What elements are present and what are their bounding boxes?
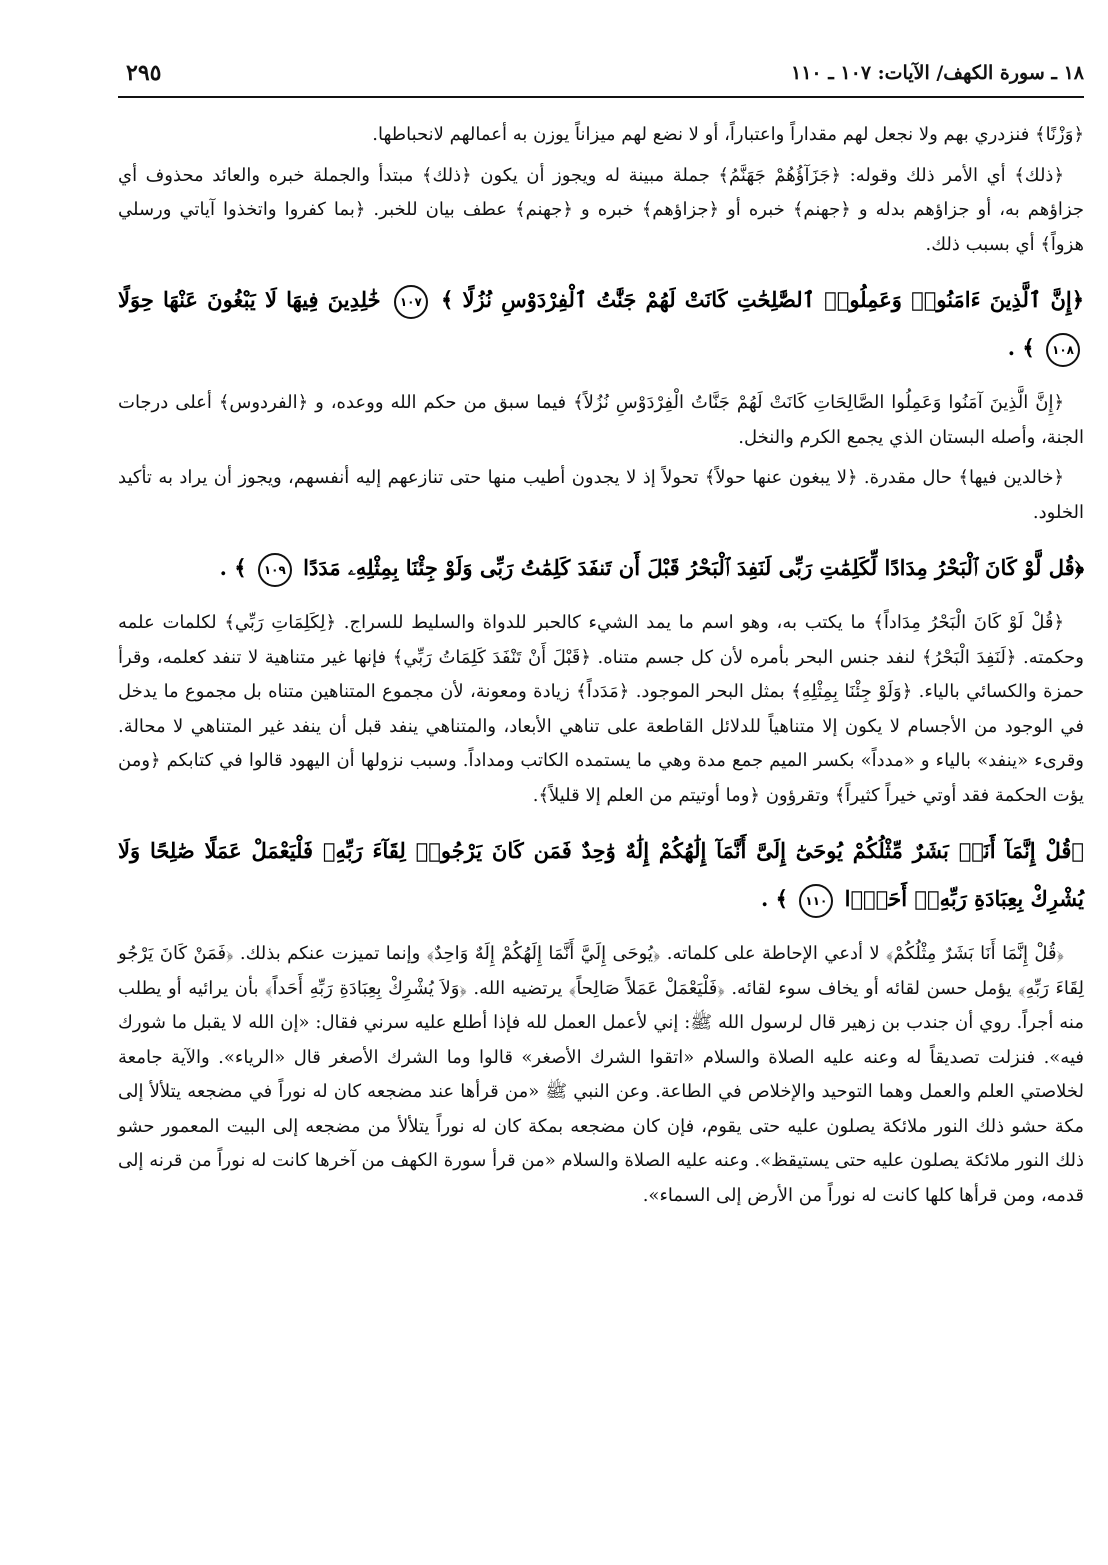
commentary-paragraph: ﴿قُلْ إِنَّمَا أَنَا بَشَرٌ مِثْلُكُمْ﴾ لا أدعي الإحاطة على كلماته. ﴿يُوحَى إِلَيَّ أَنَّمَا إِلَهُكُمْ إِلَهٌ وَاحِدٌ﴾ وإنما تميزت عنكم بذلك. ﴿فَمَنْ كَانَ يَرْجُو لِقَاءَ رَبِّهِ﴾ يؤمل حسن لقائه أو يخاف سوء لقائه. ﴿فَلْيَعْمَلْ عَمَلاً صَالِحاً﴾ يرتضيه الله. ﴿وَلاَ يُشْرِكْ بِعِبَادَةِ رَبِّهِ أَحَداً﴾ بأن يرائيه أو يطلب منه أجراً. روي أن جندب بن زهير قال لرسول الله ﷺ: إني لأعمل العمل لله فإذا أطلع عليه سرني فقال: «إن الله لا يقبل ما شورك فيه». فنزلت تصديقاً له وعنه عليه الصلاة والسلام «اتقوا الشرك الأصغر» قالوا وما الشرك الأصغر قال «الرياء». والآية جامعة لخلاصتي العلم والعمل وهما التوحيد والإخلاص في الطاعة. وعن النبي ﷺ «من قرأها عند مضجعه كان له نوراً في مضجعه يتلألأ إلى مكة حشو ذلك النور ملائكة يصلون عليه حتى يقوم، فإن كان مضجعه بمكة كان له نوراً يتلألأ من مضجعه إلى البيت المعمور حشو ذلك النور ملائكة يصلون عليه حتى يستيقظ». وعنه عليه الصلاة والسلام «من قرأ سورة الكهف من آخرها كانت له نوراً من قرنه إلى قدمه، ومن قرأها كلها كانت له نوراً من الأرض إلى السماء». <box>118 943 1084 1206</box>
quran-verse-text: ﴿قُلْ إِنَّمَآ أَنَا۠ بَشَرٌ مِّثْلُكُمْ يُوحَىٰٓ إِلَىَّ أَنَّمَآ إِلَٰهُكُمْ إِلَٰهٌ وَٰحِدٌ فَمَن كَانَ يَرْجُوا۟ لِقَآءَ رَبِّهِۦ فَلْيَعْمَلْ عَمَلًا صَٰلِحًا وَلَا يُشْرِكْ بِعِبَادَةِ رَبِّهِۦٓ أَحَدًۢا <box>118 838 1084 911</box>
running-title: ١٨ ـ سورة الكهف/ الآيات: ١٠٧ ـ ١١٠ <box>791 62 1084 84</box>
commentary-paragraph: ﴿وَزْنًا﴾ فنزدري بهم ولا نجعل لهم مقداراً واعتباراً، أو لا نضع لهم ميزاناً يوزن به أعمالهم لانحباطها. <box>372 124 1084 145</box>
commentary-paragraph: ﴿إِنَّ الَّذِينَ آمَنُوا وَعَمِلُوا الصَّالِحَاتِ كَانَتْ لَهُمْ جَنَّاتُ الْفِرْدَوْسِ نُزُلاً﴾ فيما سبق من حكم الله ووعده، و ﴿الفردوس﴾ أعلى درجات الجنة، وأصله البستان الذي يجمع الكرم والنخل. <box>118 392 1084 448</box>
page-content <box>118 118 1084 1219</box>
header-rule <box>118 96 1084 98</box>
ayah-number-marker: ١١٠ <box>799 884 833 918</box>
page-header <box>118 58 1084 98</box>
page-number: ٢٩٥ <box>126 60 162 86</box>
ayah-number-marker: ١٠٧ <box>394 285 428 319</box>
quran-verse-block <box>118 827 1084 923</box>
quran-verse-block <box>118 276 1084 372</box>
quran-verse-text: ﴿إِنَّ ٱلَّذِينَ ءَامَنُوا۟ وَعَمِلُوا۟ ٱلصَّٰلِحَٰتِ كَانَتْ لَهُمْ جَنَّٰتُ ٱلْفِرْدَوْسِ نُزُلًا ﴾ <box>441 287 1085 312</box>
verse-close-bracket: ﴾ . <box>761 886 788 911</box>
quran-verse-block <box>118 544 1084 592</box>
verse-close-bracket: ﴾ . <box>219 555 247 580</box>
commentary-paragraph: ﴿قُلْ لَوْ كَانَ الْبَحْرُ مِدَاداً﴾ ما يكتب به، وهو اسم ما يمد الشيء كالحبر للدواة والسليط للسراج. ﴿لِكَلِمَاتِ رَبِّي﴾ لكلمات علمه وحكمته. ﴿لَنَفِدَ الْبَحْرُ﴾ لنفد جنس البحر بأمره لأن كل جسم متناه. ﴿قَبْلَ أَنْ تَنْفَدَ كَلِمَاتُ رَبِّي﴾ فإنها غير متناهية لا تنفد كعلمه، وقرأ حمزة والكسائي بالياء. ﴿وَلَوْ جِئْنَا بِمِثْلِهِ﴾ بمثل البحر الموجود. ﴿مَدَداً﴾ زيادة ومعونة، لأن مجموع المتناهين متناه بل مجموع ما يدخل في الوجود من الأجسام لا يكون إلا متناهياً للدلائل القاطعة على تناهي الأبعاد، والمتناهي ينفد قبل أن ينفد غير المتناهي لا محالة. وقرىء «ينفد» بالياء و «مدداً» بكسر الميم جمع مدة وهي ما يستمده الكاتب ومداداً. وسبب نزولها أن اليهود قالوا في كتابكم ﴿ومن يؤت الحكمة فقد أوتي خيراً كثيراً﴾ وتقرؤون ﴿وما أوتيتم من العلم إلا قليلاً﴾. <box>118 612 1084 806</box>
ayah-number-marker: ١٠٩ <box>258 553 292 587</box>
commentary-paragraph: ﴿خالدين فيها﴾ حال مقدرة. ﴿لا يبغون عنها حولاً﴾ تحولاً إذ لا يجدون أطيب منها حتى تنازعهم إليه أنفسهم، ويجوز أن يراد به تأكيد الخلود. <box>118 467 1084 523</box>
ayah-number-marker: ١٠٨ <box>1046 333 1080 367</box>
quran-verse-text: ﴿قُل لَّوْ كَانَ ٱلْبَحْرُ مِدَادًا لِّكَلِمَٰتِ رَبِّى لَنَفِدَ ٱلْبَحْرُ قَبْلَ أَن تَنفَدَ كَلِمَٰتُ رَبِّى وَلَوْ جِئْنَا بِمِثْلِهِۦ مَدَدًا <box>303 555 1084 580</box>
verse-close-bracket: ﴾ . <box>1007 335 1035 360</box>
commentary-paragraph: ﴿ذلك﴾ أي الأمر ذلك وقوله: ﴿جَزَآؤُهُمْ جَهَنَّمُ﴾ جملة مبينة له ويجوز أن يكون ﴿ذلك﴾ مبتدأ والجملة خبره والعائد محذوف أي جزاؤهم به، أو جزاؤهم بدله و ﴿جهنم﴾ خبره أو ﴿جزاؤهم﴾ خبره و ﴿جهنم﴾ عطف بيان للخبر. ﴿بما كفروا واتخذوا آياتي ورسلي هزواً﴾ أي بسبب ذلك. <box>118 164 1084 255</box>
quran-verse-text: خَٰلِدِينَ فِيهَا لَا يَبْغُونَ عَنْهَا حِوَلًا <box>118 287 381 312</box>
